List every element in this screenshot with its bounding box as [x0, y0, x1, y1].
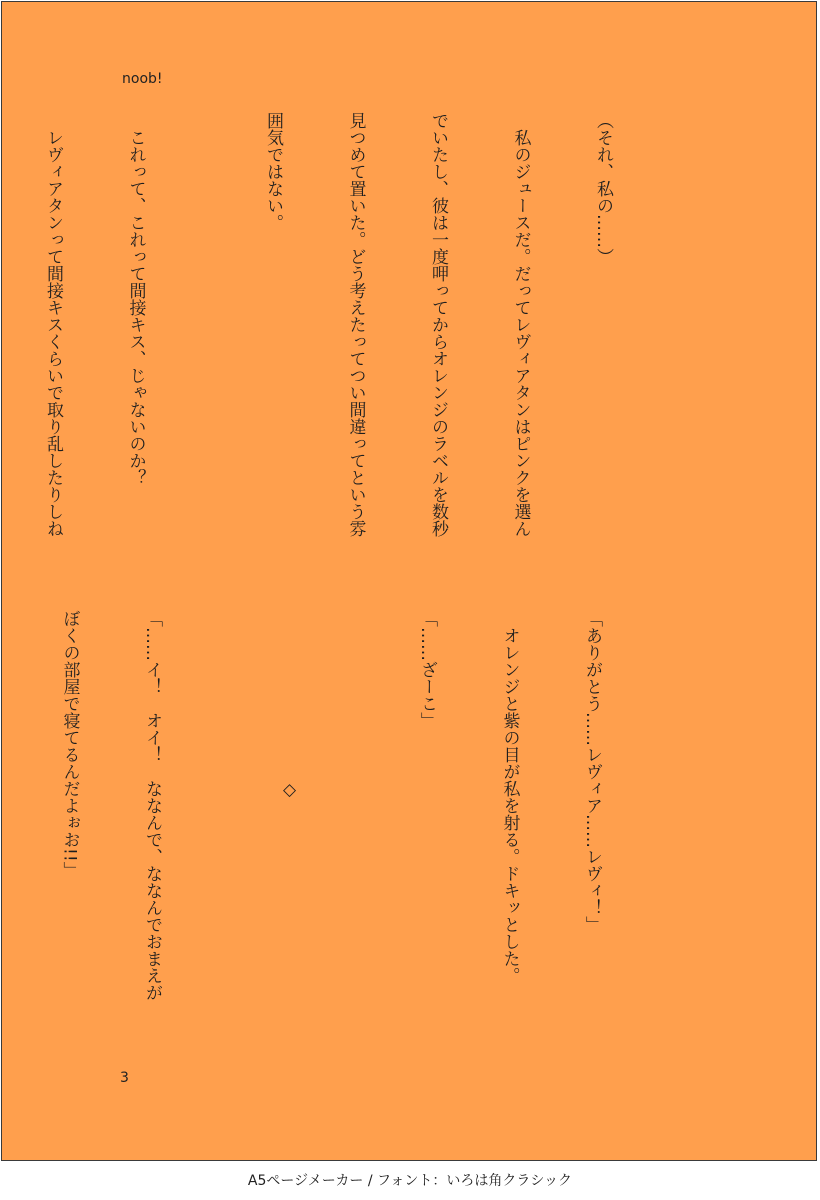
text-block-top: [43, 112, 671, 582]
text-line: 私のジュースだ。だってレヴィアタンはピンクを選ん: [510, 112, 531, 537]
text-line: レヴィアタンって間接キスくらいで取り乱したりしね: [43, 112, 63, 537]
running-head: noob!: [122, 71, 163, 87]
text-line: オレンジと紫の目が私を射る。ドキッとした。: [499, 610, 520, 984]
text-block-bottom: [59, 610, 660, 1060]
text-line: これって、これって間接キス、じゃないのか？: [125, 112, 146, 486]
text-line: 囲気ではない。: [263, 112, 283, 231]
page-number: 3: [120, 1070, 129, 1086]
text-line: 見つめて置いた。どう考えたってつい間違ってという雰: [345, 112, 366, 537]
text-line: 「ありがとう……レヴィア……レヴィ！」: [582, 610, 602, 933]
footer-credit: A5ページメーカー / フォント：いろは角クラシック: [247, 1173, 573, 1189]
text-line: （それ、私の……）: [593, 112, 613, 265]
text-line: ぼくの部屋で寝てるんだよぉお!!」: [59, 610, 80, 879]
text-line: 「……イ！ オイ！ ななんで、ななんでおまえが: [142, 610, 162, 1001]
text-line: 「……ざーこ」: [417, 610, 437, 729]
manuscript-page: [1, 1, 817, 1161]
text-line: でいたし、彼は一度呷ってからオレンジのラベルを数秒: [428, 112, 448, 537]
scene-break-diamond: ◇: [279, 610, 300, 800]
